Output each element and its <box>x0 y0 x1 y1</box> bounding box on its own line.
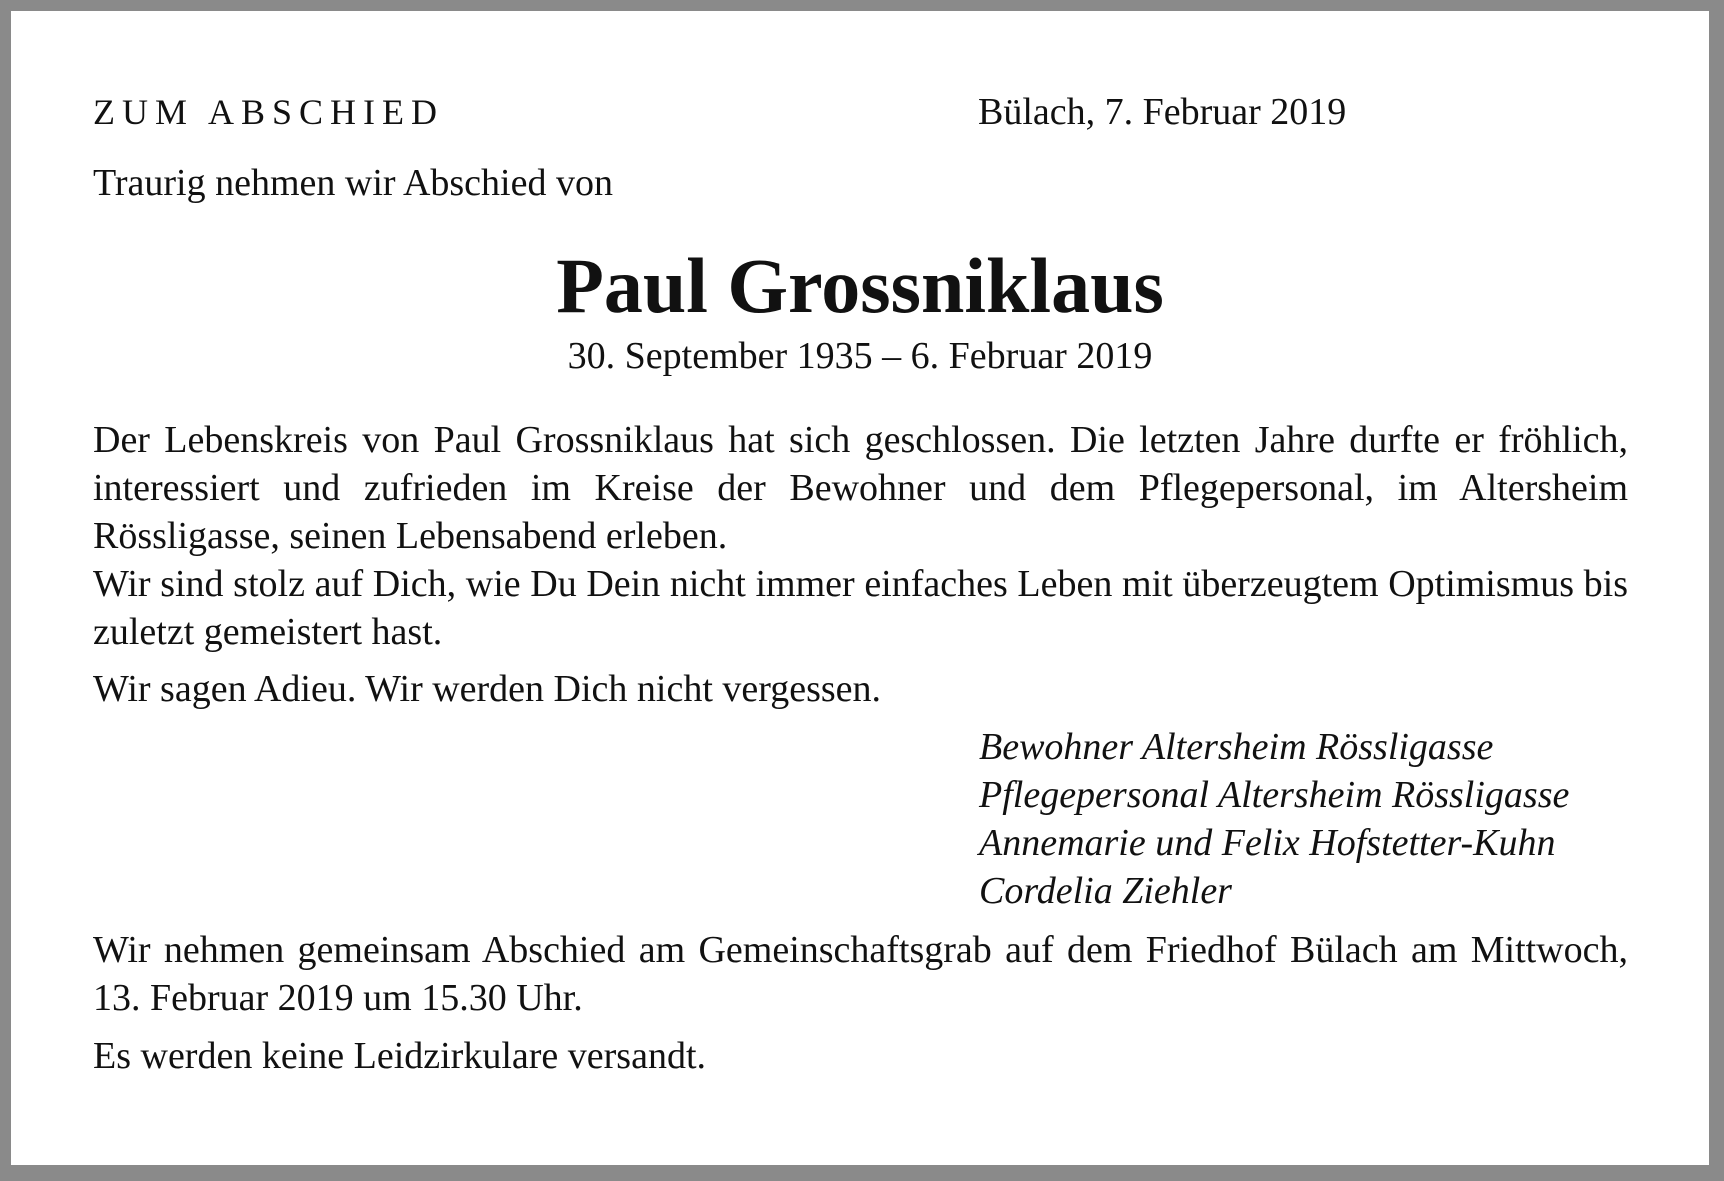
intro-line: Traurig nehmen wir Abschied von <box>93 162 613 204</box>
signature-line: Annemarie und Felix Hofstetter-Kuhn <box>979 822 1556 864</box>
signature-line: Pflegepersonal Altersheim Rössligasse <box>979 774 1570 816</box>
signatures <box>979 723 1569 915</box>
body-paragraph-3: Wir sagen Adieu. Wir werden Dich nicht vergessen. <box>93 668 882 710</box>
place-date: Bülach, 7. Februar 2019 <box>978 91 1347 133</box>
notice-heading: ZUM ABSCHIED <box>93 92 445 132</box>
circular-note: Es werden keine Leidzirkulare versandt. <box>93 1035 707 1077</box>
ceremony-info: Wir nehmen gemeinsam Abschied am Gemeinschaftsgrab auf dem Friedhof Bülach am Mittwoch, 13. Februar 2019 um 15.30 Uhr. <box>93 929 1628 1019</box>
deceased-name: Paul Grossniklaus <box>556 242 1164 329</box>
signature-line: Cordelia Ziehler <box>979 870 1232 912</box>
life-dates: 30. September 1935 – 6. Februar 2019 <box>567 335 1153 377</box>
body-paragraph-1: Der Lebenskreis von Paul Grossniklaus hat sich geschlossen. Die letzten Jahre durfte er fröhlich, interessiert und zufrieden im Kreise der Bewohner und dem Pflegepersonal, im Altersheim Rössligasse, seinen Lebensabend erleben. <box>93 419 1628 557</box>
obituary-notice <box>11 11 1709 1165</box>
signature-line: Bewohner Altersheim Rössligasse <box>979 726 1494 768</box>
body-paragraph-2: Wir sind stolz auf Dich, wie Du Dein nicht immer einfaches Leben mit überzeugtem Optimismus bis zuletzt gemeistert hast. <box>93 563 1628 653</box>
